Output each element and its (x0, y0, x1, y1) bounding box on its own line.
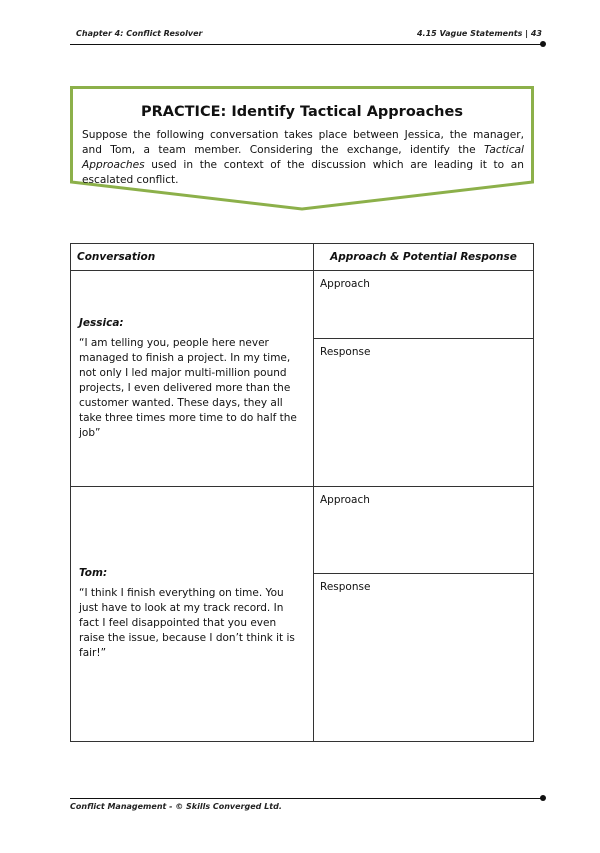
response-label: Response (320, 581, 371, 593)
practice-text-after: used in the context of the discussion which are leading it to an escalated conflict. (82, 159, 524, 186)
header-conversation: Conversation (71, 244, 314, 271)
practice-title: PRACTICE: Identify Tactical Approaches (141, 104, 463, 120)
footer-rule (70, 798, 542, 799)
header-section: 4.15 Vague Statements | 43 (416, 29, 542, 38)
table-row (71, 487, 534, 574)
table-row (71, 271, 534, 339)
speaker-name: Jessica: (79, 316, 124, 329)
header-rule (70, 44, 542, 45)
header-chapter: Chapter 4: Conflict Resolver (76, 29, 203, 38)
speaker-quote: “I am telling you, people here never managed to finish a project. In my time, not only I led major multi-million pound projects, I even delivered more than the customer wanted. These days, they all take three times more time to do half the job” (79, 336, 297, 439)
practice-banner (70, 86, 534, 212)
practice-text-before: Suppose the following conversation takes place between Jessica, the manager, and Tom, a team member. Considering the exchange, identify the (82, 129, 524, 156)
practice-text-italic: Tactical Approaches (82, 144, 524, 171)
speaker-quote: “I think I finish everything on time. You just have to look at my track record. In fact I feel disappointed that you even raise the issue, because I don’t think it is fair!” (79, 587, 295, 659)
approach-cell[interactable] (314, 271, 534, 339)
header-approach-response: Approach & Potential Response (314, 244, 534, 271)
approach-label: Approach (320, 278, 370, 290)
header-rule-dot (540, 41, 546, 47)
speaker-name: Tom: (79, 567, 108, 579)
conversation-cell-jessica (71, 271, 314, 487)
practice-instructions (82, 128, 524, 188)
approach-label: Approach (320, 494, 370, 506)
conversation-cell-tom (71, 487, 314, 742)
approach-cell[interactable] (314, 487, 534, 574)
response-cell[interactable] (314, 574, 534, 742)
table-header-row (71, 244, 534, 271)
response-cell[interactable] (314, 339, 534, 487)
conversation-table (70, 243, 534, 742)
response-label: Response (320, 346, 371, 358)
footer-copyright: Conflict Management - © Skills Converged Ltd. (70, 802, 282, 811)
footer-rule-dot (540, 795, 546, 801)
